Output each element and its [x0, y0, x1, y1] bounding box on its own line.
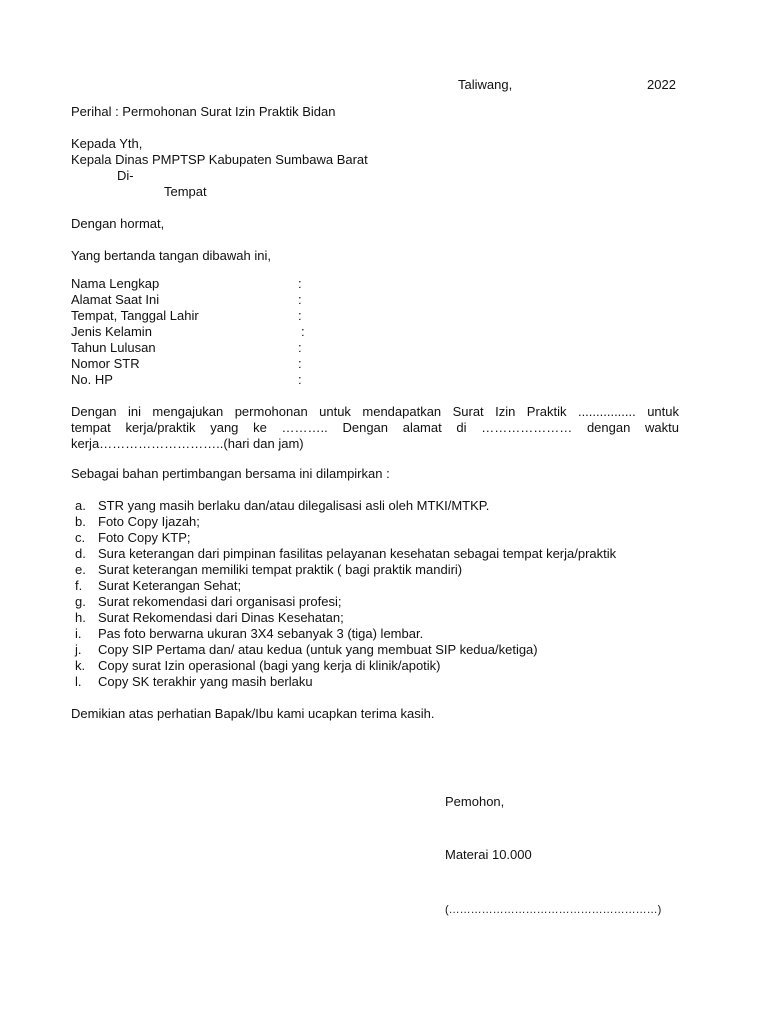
list-item: Surat rekomendasi dari organisasi profesi;: [98, 594, 342, 609]
list-marker: i.: [75, 626, 82, 641]
list-marker: c.: [75, 530, 86, 545]
field-label: Tempat, Tanggal Lahir: [71, 308, 199, 323]
list-item: STR yang masih berlaku dan/atau dilegalisasi asli oleh MTKI/MTKP.: [98, 498, 490, 513]
letter-subject: Perihal : Permohonan Surat Izin Praktik Bidan: [71, 104, 336, 119]
field-colon: :: [298, 276, 302, 291]
list-item: Copy SK terakhir yang masih berlaku: [98, 674, 313, 689]
request-line: kerja………………………..(hari dan jam): [71, 436, 304, 451]
list-marker: b.: [75, 514, 86, 529]
list-marker: f.: [75, 578, 83, 593]
list-marker: k.: [75, 658, 86, 673]
recipient-salutation: Kepada Yth,: [71, 136, 143, 151]
letter-year: 2022: [647, 77, 676, 92]
field-label: Nama Lengkap: [71, 276, 160, 291]
closing-text: Demikian atas perhatian Bapak/Ibu kami ucapkan terima kasih.: [71, 706, 435, 721]
field-colon: :: [298, 308, 302, 323]
field-label: No. HP: [71, 372, 113, 387]
list-marker: g.: [75, 594, 86, 609]
list-marker: j.: [75, 642, 82, 657]
recipient-tempat: Tempat: [164, 184, 207, 199]
list-item: Foto Copy Ijazah;: [98, 514, 200, 529]
stamp-text: Materai 10.000: [445, 847, 532, 862]
list-item: Sura keterangan dari pimpinan fasilitas pelayanan kesehatan sebagai tempat kerja/praktik: [98, 546, 617, 561]
field-label: Nomor STR: [71, 356, 140, 371]
list-marker: e.: [75, 562, 86, 577]
greeting: Dengan hormat,: [71, 216, 165, 231]
signature-name-line: (…………………………………………………): [445, 904, 662, 916]
field-label: Alamat Saat Ini: [71, 292, 160, 307]
list-item: Surat Rekomendasi dari Dinas Kesehatan;: [98, 610, 344, 625]
list-marker: l.: [75, 674, 82, 689]
recipient-di: Di-: [117, 168, 134, 183]
letter-place: Taliwang,: [458, 77, 513, 92]
recipient-name: Kepala Dinas PMPTSP Kabupaten Sumbawa Barat: [71, 152, 368, 167]
field-colon: :: [298, 292, 302, 307]
attachment-intro: Sebagai bahan pertimbangan bersama ini dilampirkan :: [71, 466, 390, 481]
field-label: Jenis Kelamin: [71, 324, 152, 339]
intro-text: Yang bertanda tangan dibawah ini,: [71, 248, 271, 263]
request-line: Dengan ini mengajukan permohonan untuk mendapatkan Surat Izin Praktik ................ untuk: [71, 404, 679, 419]
list-item: Copy SIP Pertama dan/ atau kedua (untuk yang membuat SIP kedua/ketiga): [98, 642, 538, 657]
list-item: Foto Copy KTP;: [98, 530, 191, 545]
field-colon: :: [298, 340, 302, 355]
list-marker: d.: [75, 546, 86, 561]
list-item: Surat keterangan memiliki tempat praktik ( bagi praktik mandiri): [98, 562, 463, 577]
list-item: Pas foto berwarna ukuran 3X4 sebanyak 3 (tiga) lembar.: [98, 626, 424, 641]
list-item: Surat Keterangan Sehat;: [98, 578, 242, 593]
request-line: tempat kerja/praktik yang ke ……….. Dengan alamat di ………………… dengan waktu: [71, 420, 679, 435]
list-marker: h.: [75, 610, 86, 625]
field-colon: :: [298, 372, 302, 387]
signature-label: Pemohon,: [445, 794, 505, 809]
field-colon: :: [301, 324, 305, 339]
list-item: Copy surat Izin operasional (bagi yang kerja di klinik/apotik): [98, 658, 441, 673]
field-colon: :: [298, 356, 302, 371]
list-marker: a.: [75, 498, 86, 513]
field-label: Tahun Lulusan: [71, 340, 156, 355]
